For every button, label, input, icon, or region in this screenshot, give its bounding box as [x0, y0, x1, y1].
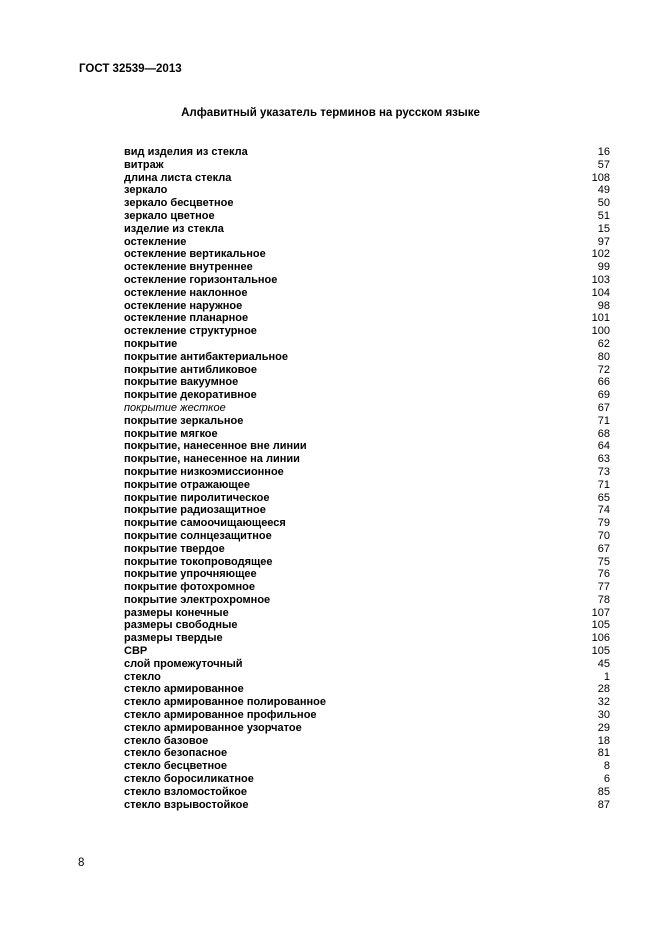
index-term-number: 67 [597, 401, 610, 414]
index-term-number: 108 [591, 171, 610, 184]
index-term: покрытие самоочищающееся [124, 517, 286, 530]
index-entry [124, 184, 610, 197]
index-term: покрытие антибликовое [124, 363, 258, 376]
index-entry [124, 466, 610, 479]
index-entry [124, 530, 610, 543]
index-term-number: 78 [597, 593, 610, 606]
index-term-number: 71 [597, 414, 610, 427]
index-term: зеркало бесцветное [124, 197, 234, 210]
index-term-number: 103 [591, 273, 610, 286]
index-term: покрытие низкоэмиссионное [124, 465, 284, 478]
index-term: стекло бесцветное [124, 760, 227, 773]
index-term: остекление планарное [124, 312, 249, 325]
index-entry [124, 428, 610, 441]
index-term: покрытие [124, 337, 178, 350]
index-term-number: 30 [597, 709, 610, 722]
index-term-number: 1 [603, 670, 610, 683]
index-term-number: 80 [597, 350, 610, 363]
index-term: покрытие пиролитическое [124, 491, 270, 504]
index-entry [124, 786, 610, 799]
index-entry [124, 389, 610, 402]
index-term: покрытие, нанесенное на линии [124, 453, 300, 466]
index-term-number: 28 [597, 683, 610, 696]
index-term-number: 6 [603, 773, 610, 786]
index-entry [124, 415, 610, 428]
index-term: остекление внутреннее [124, 261, 253, 274]
index-term: покрытие радиозащитное [124, 504, 266, 517]
index-term-number: 100 [591, 325, 610, 338]
index-term: стекло армированное [124, 683, 244, 696]
index-term: покрытие токопроводящее [124, 555, 273, 568]
index-term: витраж [124, 158, 164, 171]
index-term: изделие из стекла [124, 222, 224, 235]
index-term: покрытие, нанесенное вне линии [124, 440, 307, 453]
index-entry [124, 364, 610, 377]
index-term: размеры свободные [124, 619, 238, 632]
index-term-number: 73 [597, 465, 610, 478]
index-entry [124, 632, 610, 645]
index-term-number: 97 [597, 235, 610, 248]
index-term: покрытие электрохромное [124, 593, 271, 606]
index-term-number: 67 [597, 542, 610, 555]
index-entry [124, 338, 610, 351]
index-entry [124, 722, 610, 735]
index-entry [124, 146, 610, 159]
index-entry [124, 607, 610, 620]
index-entry [124, 773, 610, 786]
index-term: вид изделия из стекла [124, 146, 248, 158]
index-entry [124, 479, 610, 492]
index-term-number: 32 [597, 696, 610, 709]
index-term: остекление наружное [124, 299, 243, 312]
index-term-number: 49 [597, 184, 610, 197]
index-term-number: 107 [591, 606, 610, 619]
index-term-number: 63 [597, 453, 610, 466]
index-term: стекло [124, 670, 161, 683]
index-term-number: 98 [597, 299, 610, 312]
index-term-number: 45 [597, 657, 610, 670]
index-term-number: 74 [597, 504, 610, 517]
index-term-number: 50 [597, 197, 610, 210]
index-entry [124, 287, 610, 300]
index-entry [124, 351, 610, 364]
index-term-number: 16 [597, 146, 610, 158]
index-term: зеркало [124, 184, 168, 197]
index-entry [124, 735, 610, 748]
index-entry [124, 543, 610, 556]
index-entry [124, 159, 610, 172]
index-entry [124, 312, 610, 325]
index-term-number: 64 [597, 440, 610, 453]
index-term-number: 79 [597, 517, 610, 530]
index-term: покрытие декоративное [124, 389, 257, 402]
index-entry [124, 325, 610, 338]
index-term-number: 85 [597, 785, 610, 798]
index-entry [124, 300, 610, 313]
index-term: покрытие мягкое [124, 427, 218, 440]
index-entry [124, 760, 610, 773]
index-term-number: 66 [597, 376, 610, 389]
index-entry [124, 581, 610, 594]
index-term-number: 105 [591, 619, 610, 632]
index-term-number: 75 [597, 555, 610, 568]
index-term: размеры конечные [124, 606, 229, 619]
index-term-number: 77 [597, 581, 610, 594]
index-entry [124, 568, 610, 581]
index-term: остекление структурное [124, 325, 257, 338]
index-term-number: 102 [591, 248, 610, 261]
index-entry [124, 504, 610, 517]
index-entry [124, 210, 610, 223]
index-term: покрытие солнцезащитное [124, 529, 272, 542]
index-term: зеркало цветное [124, 209, 215, 222]
index-term: стекло базовое [124, 734, 209, 747]
index-term: стекло взломостойкое [124, 785, 247, 798]
index-entry [124, 671, 610, 684]
index-entry [124, 197, 610, 210]
index-entry [124, 261, 610, 274]
index-term-number: 51 [597, 209, 610, 222]
index-term: покрытие фотохромное [124, 581, 255, 594]
index-term: покрытие упрочняющее [124, 568, 257, 581]
index-entry [124, 402, 610, 415]
index-term-number: 70 [597, 529, 610, 542]
index-term: остекление [124, 235, 187, 248]
index-term: покрытие антибактериальное [124, 350, 288, 363]
page-number: 8 [78, 857, 85, 869]
term-index-list [124, 146, 610, 811]
index-entry [124, 440, 610, 453]
index-term-number: 29 [597, 721, 610, 734]
index-term: СВР [124, 645, 148, 658]
index-term: остекление вертикальное [124, 248, 266, 261]
index-term: стекло боросиликатное [124, 773, 254, 786]
index-entry [124, 799, 610, 812]
index-term-number: 15 [597, 222, 610, 235]
index-term: стекло армированное узорчатое [124, 721, 302, 734]
index-entry [124, 658, 610, 671]
index-term: стекло армированное профильное [124, 709, 317, 722]
index-term-number: 71 [597, 478, 610, 491]
index-term: стекло безопасное [124, 747, 228, 760]
index-entry [124, 223, 610, 236]
index-entry [124, 453, 610, 466]
index-term-number: 106 [591, 632, 610, 645]
index-entry [124, 696, 610, 709]
index-entry [124, 594, 610, 607]
index-term: стекло взрывостойкое [124, 798, 249, 811]
index-term: длина листа стекла [124, 171, 232, 184]
index-term: слой промежуточный [124, 657, 243, 670]
index-term: размеры твердые [124, 632, 223, 645]
index-entry [124, 376, 610, 389]
index-entry [124, 492, 610, 505]
index-term-number: 65 [597, 491, 610, 504]
index-term-number: 62 [597, 337, 610, 350]
index-term-number: 99 [597, 261, 610, 274]
index-entry [124, 236, 610, 249]
index-entry [124, 683, 610, 696]
index-entry [124, 619, 610, 632]
index-term: покрытие жесткое [124, 401, 226, 414]
index-entry [124, 709, 610, 722]
index-term: покрытие вакуумное [124, 376, 239, 389]
index-term-number: 8 [603, 760, 610, 773]
document-code: ГОСТ 32539—2013 [79, 63, 182, 75]
index-term: стекло армированное полированное [124, 696, 326, 709]
index-term: покрытие зеркальное [124, 414, 244, 427]
index-term-number: 57 [597, 158, 610, 171]
index-term: остекление горизонтальное [124, 273, 278, 286]
index-term-number: 72 [597, 363, 610, 376]
index-entry [124, 645, 610, 658]
index-entry [124, 274, 610, 287]
index-term-number: 68 [597, 427, 610, 440]
index-term-number: 18 [597, 734, 610, 747]
index-entry [124, 556, 610, 569]
index-term-number: 69 [597, 389, 610, 402]
index-term: покрытие отражающее [124, 478, 250, 491]
index-entry [124, 517, 610, 530]
index-term: остекление наклонное [124, 286, 248, 299]
index-entry [124, 248, 610, 261]
index-term-number: 87 [597, 798, 610, 811]
index-term-number: 76 [597, 568, 610, 581]
index-term-number: 81 [597, 747, 610, 760]
index-entry [124, 172, 610, 185]
index-term-number: 104 [591, 286, 610, 299]
index-term-number: 101 [591, 312, 610, 325]
index-entry [124, 747, 610, 760]
index-term-number: 105 [591, 645, 610, 658]
index-term: покрытие твердое [124, 542, 225, 555]
page-title: Алфавитный указатель терминов на русском языке [181, 107, 480, 119]
